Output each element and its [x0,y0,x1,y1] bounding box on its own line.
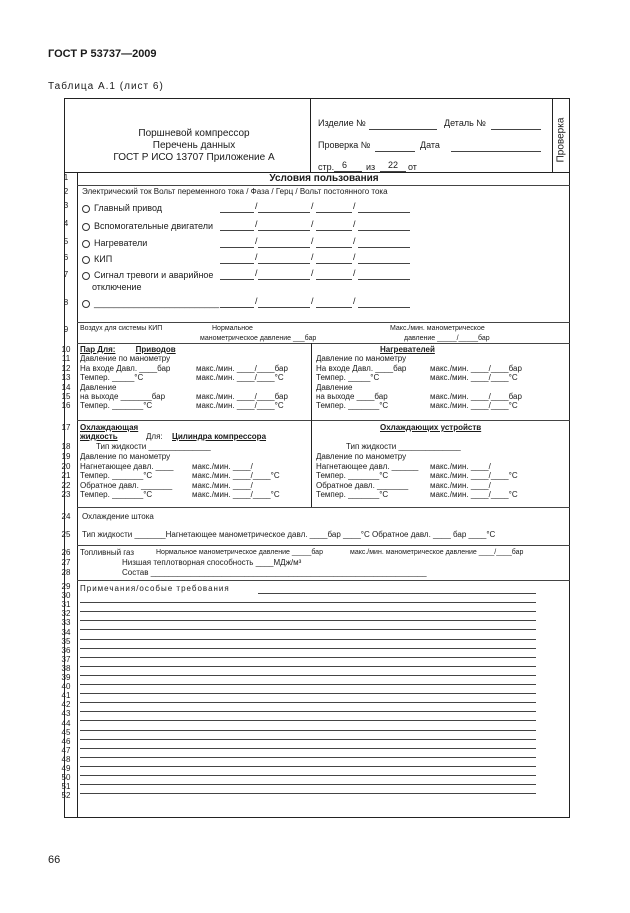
page-current-line [334,171,362,172]
notes-line[interactable] [80,675,536,676]
row-number: 46 [61,736,71,746]
row-number: 49 [61,764,71,773]
rule-after-electrical [77,322,570,323]
row-number: 36 [61,645,71,655]
steam-outlet: на выходе _______бар [80,392,166,401]
steam-maxmin-c: макс./мин. ____/____°С [196,373,284,382]
steam-pressure-label: Давление [80,383,117,392]
coolers-maxmin-3: макс./мин. ____/ [430,481,491,490]
custom-load-option[interactable]: _________________________ [82,298,219,308]
coolers-maxmin-2: макс./мин. ____/____°С [430,471,518,480]
coolant-column-divider [311,420,312,507]
radio-icon [82,256,90,264]
electrical-field[interactable] [258,212,310,213]
notes-line[interactable] [80,684,536,685]
row-number: 19 [61,452,71,461]
steam-column-divider [311,343,312,420]
coolant-for: Для: [146,432,163,441]
notes-line[interactable] [80,620,536,621]
heat-maxmin-bar2: макс./мин. ____/____бар [430,392,522,401]
row-number: 42 [61,700,71,710]
electrical-field[interactable] [220,247,254,248]
coolant-temp: Темпер. _______°С [80,471,153,480]
notes-line[interactable] [80,602,536,603]
heat-temp2: Темпер. _______°С [316,401,389,410]
row-number: 28 [61,568,71,577]
row-number-column [77,172,78,818]
notes-label: Примечания/особые требования [80,584,230,593]
electrical-field[interactable] [316,212,352,213]
electrical-field[interactable] [258,279,310,280]
row-number: 12 [61,364,71,373]
page-total: 22 [388,160,399,170]
steam-inlet: На входе Давл. ____бар [80,364,171,373]
kip-option[interactable]: КИП [82,254,112,264]
row-number: 33 [61,618,71,628]
row-number: 23 [61,490,71,499]
heat-maxmin-bar: макс./мин. ____/____бар [430,364,522,373]
air-maxmin-label: Макс./мин. манометрическое [390,325,485,332]
rule-after-coolant [77,507,570,508]
heat-pressure-label: Давление [316,383,353,392]
row-number: 40 [61,682,71,692]
row-number: 39 [61,673,71,682]
steam-drives: Приводов [135,345,176,354]
electrical-field[interactable] [258,230,310,231]
coolers-return: Обратное давл. _______ [316,481,409,490]
row-number: 21 [61,471,71,480]
notes-line[interactable] [80,720,536,721]
coolers-temp: Темпер. _______°С [316,471,389,480]
radio-icon [82,240,90,248]
electrical-field[interactable] [316,307,352,308]
row-number: 4 [63,219,69,228]
notes-line[interactable] [80,739,536,740]
part-no-label: Деталь № [444,118,486,128]
slash-separator: / [255,252,258,262]
heat-maxmin-c: макс./мин. ____/____°С [430,373,518,382]
slash-separator: / [311,296,314,306]
coolant-return: Обратное давл. _______ [80,481,173,490]
coolant-title-1: Охлаждающая [80,423,139,432]
notes-line[interactable] [80,639,536,640]
coolant-title-2: жидкость [80,432,118,441]
notes-line[interactable] [80,766,536,767]
rule-after-rod [77,545,570,546]
main-drive-option[interactable]: Главный привод [82,203,162,213]
slash-separator: / [255,236,258,246]
row-number: 15 [61,392,71,401]
page-of-label: из [366,162,376,172]
rule-after-air [77,343,570,344]
slash-separator: / [255,201,258,211]
row-number: 7 [63,270,69,279]
date-label: Дата [420,140,440,150]
slash-separator: / [353,201,356,211]
slash-separator: / [353,296,356,306]
electrical-field[interactable] [220,230,254,231]
page-total-line [380,171,406,172]
data-list-title: Перечень данных [152,140,236,151]
row-number: 9 [63,325,69,334]
coolant-fluid-type: Тип жидкости ______________ [96,442,211,451]
steam-heaters: Нагревателей [380,345,435,354]
air-normal-label: Нормальное [212,325,253,332]
date-field[interactable] [451,151,541,152]
row-number: 25 [61,530,71,539]
coolers-fluid-type: Тип жидкости ______________ [346,442,461,451]
part-no-field[interactable] [491,129,541,130]
steam-maxmin-c2: макс./мин. ____/____°С [196,401,284,410]
item-no-field[interactable] [369,129,437,130]
notes-line[interactable] [80,775,536,776]
notes-line[interactable] [80,730,536,731]
electrical-field[interactable] [220,307,254,308]
electrical-field[interactable] [358,247,410,248]
notes-line[interactable] [80,784,536,785]
coolers-temp2: Темпер. _______°С [316,490,389,499]
check-no-label: Проверка № [318,140,371,150]
slash-separator: / [311,201,314,211]
row-number: 48 [61,754,71,764]
slash-separator: / [353,268,356,278]
slash-separator: / [255,296,258,306]
slash-separator: / [353,219,356,229]
steam-maxmin-bar2: макс./мин. ____/____бар [196,392,288,401]
coolant-maxmin-4: макс./мин. ____/____°С [192,490,280,499]
row-number: 26 [61,548,71,557]
coolant-discharge: Нагнетающее давл. ____ [80,462,174,471]
slash-separator: / [353,236,356,246]
row-number: 32 [61,609,71,619]
rod-cooling-line: Тип жидкости _______Нагнетающее манометрическое давл. ____бар ____°С Обратное давл. ____ бар ____°С [82,530,496,539]
row-number: 41 [61,691,71,701]
air-normal-pressure: манометрическое давление ___бар [200,335,317,342]
electrical-field[interactable] [316,230,352,231]
row-number: 38 [61,663,71,673]
coolant-maxmin-2: макс./мин. ____/____°С [192,471,280,480]
heat-temp: Темпер. _____°С [316,373,380,382]
notes-line[interactable] [80,793,536,794]
row-number: 3 [63,201,69,210]
row-number: 1 [63,173,69,182]
steam-temp2: Темпер. _______°С [80,401,153,410]
slash-separator: / [255,219,258,229]
electrical-field[interactable] [220,279,254,280]
item-no-label: Изделие № [318,118,366,128]
page-from-label: от [408,162,417,172]
notes-line[interactable] [80,757,536,758]
row-number: 52 [61,791,71,801]
row-number: 34 [61,627,71,637]
check-column-label: Проверка [555,117,567,163]
coolers-maxmin-1: макс./мин. ____/ [430,462,491,471]
electrical-field[interactable] [258,263,310,264]
row-number: 50 [61,773,71,783]
section-title-rule [77,185,570,186]
notes-line[interactable] [80,629,536,630]
slash-separator: / [255,268,258,278]
notes-line[interactable] [80,702,536,703]
radio-icon [82,272,90,280]
coolant-maxmin-3: макс./мин. ____/ [192,481,253,490]
row-number: 31 [61,600,71,610]
row-number: 11 [61,354,71,363]
coolers-title: Охлаждающих устройств [380,423,482,432]
notes-line[interactable] [80,648,536,649]
slash-separator: / [311,268,314,278]
rod-cooling-title: Охлаждение штока [82,512,154,521]
fuel-composition: Состав ______________________________________________________________ [122,568,427,577]
radio-icon [82,300,90,308]
electrical-field[interactable] [220,212,254,213]
slash-separator: / [353,252,356,262]
page-label: стр. [318,162,335,172]
steam-maxmin-bar: макс./мин. ____/____бар [196,364,288,373]
notes-line[interactable] [80,748,536,749]
row-number: 47 [61,745,71,755]
notes-line[interactable] [80,711,536,712]
row-number: 29 [61,582,71,591]
table-caption: Таблица А.1 (лист 6) [48,81,164,92]
row-number: 10 [61,345,71,354]
row-number: 20 [61,462,71,471]
fuel-normal: Нормальное манометрическое давление _____бар [156,549,323,556]
heaters-option[interactable]: Нагреватели [82,238,147,248]
row-number: 16 [61,401,71,410]
notes-line-first[interactable] [258,593,536,594]
row-number: 30 [61,591,71,601]
heat-gauge-label: Давление по манометру [316,354,407,363]
row-number: 43 [61,709,71,719]
steam-temp: Темпер. _____°С [80,373,144,382]
coolant-maxmin-1: макс./мин. ____/ [192,462,253,471]
electrical-header: Электрический ток Вольт переменного тока / Фаза / Герц / Вольт постоянного тока [82,187,388,196]
coolers-gauge: Давление по манометру [316,452,407,461]
row-number: 5 [63,237,69,246]
coolant-temp2: Темпер. _______°С [80,490,153,499]
standard-reference: ГОСТ Р ИСО 13707 Приложение А [113,152,275,163]
electrical-field[interactable] [220,263,254,264]
steam-gauge-label: Давление по манометру [80,354,171,363]
row-number: 18 [61,442,71,451]
coolant-gauge: Давление по манометру [80,452,171,461]
check-no-field[interactable] [375,151,415,152]
coolers-discharge: Нагнетающее давл. ______ [316,462,419,471]
header-divider [310,98,311,172]
row-number: 37 [61,654,71,664]
row-number: 22 [61,481,71,490]
electrical-field[interactable] [358,263,410,264]
heat-maxmin-c2: макс./мин. ____/____°С [430,401,518,410]
row-number: 2 [63,187,69,196]
page-number: 66 [48,854,61,866]
electrical-field[interactable] [258,307,310,308]
compressor-type: Поршневой компрессор [138,128,250,139]
electrical-field[interactable] [358,279,410,280]
electrical-field[interactable] [358,307,410,308]
heat-inlet: На входе Давл. ____бар [316,364,407,373]
electrical-field[interactable] [358,212,410,213]
steam-label: Пар Для: [80,345,116,354]
alarm-option-line2: отключение [92,282,142,292]
notes-line[interactable] [80,657,536,658]
section-title: Условия пользования [269,173,379,184]
page-current: 6 [342,160,348,170]
row-number: 27 [61,558,71,567]
electrical-field[interactable] [316,279,352,280]
aux-motors-option[interactable]: Вспомогательные двигатели [82,221,213,231]
row-number: 6 [63,253,69,262]
notes-line[interactable] [80,666,536,667]
air-maxmin-pressure: давление _____/_____бар [404,335,490,342]
alarm-option[interactable]: Сигнал тревоги и аварийное [82,270,213,280]
fuel-gas-label: Топливный газ [80,548,135,557]
row-number: 35 [61,636,71,646]
coolers-maxmin-4: макс./мин. ____/____°С [430,490,518,499]
slash-separator: / [311,252,314,262]
row-number: 14 [61,383,71,392]
fuel-maxmin: макс./мин. манометрическое давление ____/____бар [350,549,524,556]
notes-line[interactable] [80,611,536,612]
row-number: 17 [61,423,71,432]
notes-line[interactable] [80,693,536,694]
radio-icon [82,205,90,213]
rule-after-steam [77,420,570,421]
radio-icon [82,223,90,231]
air-label: Воздух для системы КИП [80,325,163,332]
row-number: 24 [61,512,71,521]
fuel-calorific: Низшая теплотворная способность ____МДж/м³ [122,558,302,567]
heat-outlet: на выходе ____бар [316,392,388,401]
electrical-field[interactable] [258,247,310,248]
document-title: ГОСТ Р 53737—2009 [48,48,157,60]
electrical-field[interactable] [316,247,352,248]
row-number: 44 [61,718,71,728]
electrical-field[interactable] [316,263,352,264]
row-number: 8 [63,298,69,307]
row-number: 51 [61,782,71,792]
slash-separator: / [311,219,314,229]
row-number: 13 [61,373,71,382]
electrical-field[interactable] [358,230,410,231]
row-number: 45 [61,727,71,737]
coolant-cylinders: Цилиндра компрессора [172,432,267,441]
rule-after-fuel [77,580,570,581]
slash-separator: / [311,236,314,246]
